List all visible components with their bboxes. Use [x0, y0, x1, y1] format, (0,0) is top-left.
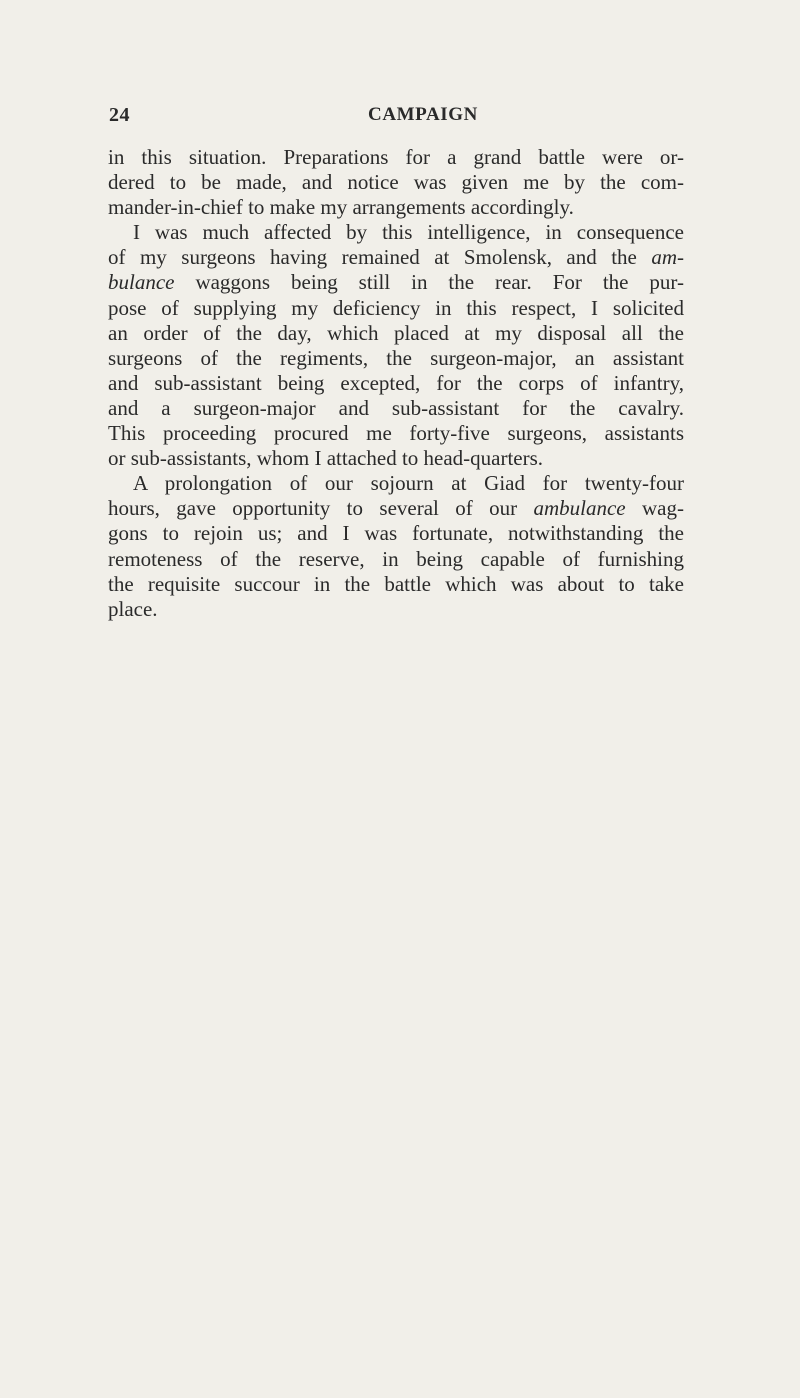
italic-text: bulance [108, 270, 175, 295]
text-line [108, 496, 684, 521]
text-line: A prolongation of our sojourn at Giad for twenty-four [133, 471, 684, 496]
text-line: I was much affected by this intelligence, in consequence [133, 220, 684, 245]
italic-text: ambulance [533, 496, 626, 521]
text-line: and sub-assistant being excepted, for the corps of infantry, [108, 370, 684, 395]
running-head: CAMPAIGN [368, 104, 478, 125]
text-line [108, 245, 684, 270]
body-text [108, 145, 684, 622]
italic-text: am- [651, 245, 684, 270]
text-line: the requisite succour in the battle which was about to take [108, 571, 684, 596]
text-line: surgeons of the regiments, the surgeon-major, an assistant [108, 345, 684, 370]
text-line: or sub-assistants, whom I attached to head-quarters. [108, 446, 544, 471]
text-line: mander-in-chief to make my arrangements accordingly. [108, 195, 574, 220]
text-segment: wag- [625, 496, 684, 521]
page-number: 24 [109, 104, 130, 126]
text-line: dered to be made, and notice was given me by the com- [108, 170, 684, 195]
text-line [108, 270, 684, 295]
text-line: and a surgeon-major and sub-assistant for the cavalry. [108, 395, 684, 420]
page-header [0, 104, 800, 134]
text-line: in this situation. Preparations for a grand battle were or- [108, 145, 684, 169]
text-line: gons to rejoin us; and I was fortunate, notwithstanding the [108, 521, 684, 546]
text-line: an order of the day, which placed at my disposal all the [108, 320, 684, 345]
text-line: place. [108, 596, 158, 621]
text-line: remoteness of the reserve, in being capable of furnishing [108, 546, 684, 571]
text-line: This proceeding procured me forty-five surgeons, assistants [108, 421, 684, 446]
text-segment: hours, gave opportunity to several of our [108, 496, 534, 521]
text-line: pose of supplying my deficiency in this respect, I solicited [108, 295, 684, 320]
text-segment: of my surgeons having remained at Smolensk, and the [108, 245, 652, 270]
text-segment: waggons being still in the rear. For the pur- [174, 270, 684, 295]
